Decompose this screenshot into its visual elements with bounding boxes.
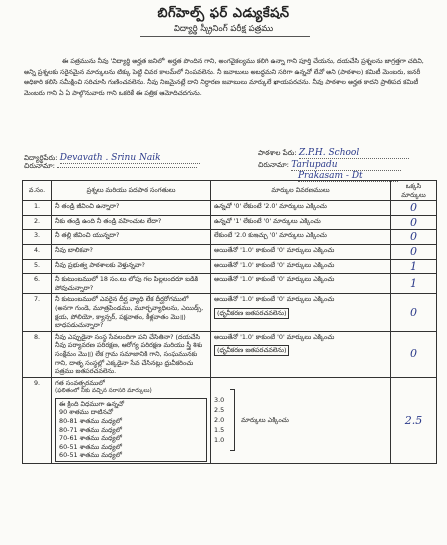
grade-item: 80-71 శాతము మధ్యలో [59,425,122,434]
row-score-cell[interactable] [391,274,437,294]
form-title: బిగ్‌హెల్ప్ ఫర్ ఎడ్యుకేషన్ [157,6,290,21]
student-name-label: విద్యార్థిపేరు: [24,154,58,162]
row-question: నీవు ఎప్పుడైనా సంస్థ సేవలందిగా పని చేసితినా? (దయచేసి నీవు పర్యావరణ పరిరక్షణ, ఆరోగ్య పరిరక్షణ మరియు స్త్రీ శిశు సంక్షేమం మొ॥) లేక గ్రామ సమాజానికి గాని, సంఘమునకు గాని, దాతృ సంస్థల్లో ఎక్కడైనా సేవ చేసినట్లు ధ్రువీకరించు పత్రము జతపరచవలెను. [52,331,211,377]
school-name-row [258,148,409,159]
row-score: 0 [410,201,417,215]
row-marks-desc [211,331,391,377]
row-number: 8. [23,331,52,377]
school-name-field[interactable]: Z.P.H. School [299,148,409,159]
scale-values [214,395,224,445]
row-number: 9. [23,377,52,463]
row-number: 6. [23,274,52,294]
row-question: నీ కుటుంబములో ఎవరైన దీర్ఘ వ్యాధి లేక దీర్ఘరోగములో (అనగా గుండె, మూత్రపిండము, మూర్ఛవ్యాధిలను, ఎయిడ్స్, క్షయ, పోలియో, క్యాన్సర్, పక్షవాతం, కీళ్లవాతం మొ॥) బాధపడుచున్నారా? [52,294,211,331]
row-score-cell[interactable] [391,201,437,216]
row-marks-text: అయితేనో '1.0' కాకుంటే '0' మార్కులు ఎక్కించు [214,295,335,304]
row-number: 4. [23,244,52,259]
row-score: 2.5 [404,413,423,427]
row-score-cell[interactable] [391,215,437,230]
row-score-cell[interactable] [391,377,437,463]
scale-value: 1.5 [214,426,225,435]
row-question: నీకు తండ్రి ఉంది నీ తండ్రి వహించుట లేదా? [52,215,211,230]
table-row [23,377,437,463]
row-marks-desc: అయితేనో '1.0' కాకుంటే '0' మార్కులు ఎక్కించు [211,274,391,294]
col-header-questions: ప్రశ్నలు మరియు పదపాఠ సంగతులు [52,181,211,201]
row-marks-desc: అయితేనో '1.0' కాకుంటే '0' మార్కులు ఎక్కించు [211,259,391,274]
row-number: 2. [23,215,52,230]
grade-item: 80-81 శాతము మధ్యలో [59,417,122,426]
grade-item: 60-51 శాతము మధ్యలో [59,451,122,460]
table-row [23,230,437,245]
scale-brace [230,389,235,451]
table-header-row [23,181,437,201]
grade-item: ఈ క్రింది విధముగా ఉన్నచో [59,399,125,408]
col-header-number: వ.సం. [23,181,52,201]
row-marks-desc [211,294,391,331]
table-row [23,331,437,377]
screening-table [22,180,437,464]
scale-instruction: మార్కులు ఎక్కించు [241,416,289,425]
row-score: 0 [410,215,417,229]
row-question: నీ కుటుంబములో 18 సం.లు లోపు గల పిల్లలందరూ బడికి పోవుచున్నారా? [52,274,211,294]
row-question [52,377,211,463]
row-number: 7. [23,294,52,331]
address-row-right [258,160,401,171]
row-score: 1 [410,276,417,290]
row-score-cell[interactable] [391,331,437,377]
table-row [23,294,437,331]
row-number: 5. [23,259,52,274]
row-score-cell[interactable] [391,244,437,259]
row-number: 3. [23,230,52,245]
row-number: 1. [23,201,52,216]
table-row [23,274,437,294]
grade-item: 60-51 శాతము మధ్యలో [59,442,122,451]
marks-scale [214,389,387,451]
scale-value: 2.0 [214,416,225,425]
school-name-label: పాఠశాల పేరు: [258,149,297,157]
row-marks-desc: ఉన్నచో '0' లేకుంటే '2.0' మార్కులు ఎక్కించు [211,201,391,216]
address-row-left [24,162,197,172]
row-score: 0 [410,244,417,258]
row-question: నీవు బాలికవా? [52,244,211,259]
address-label-left: చిరునామా: [24,162,56,170]
row-marks-desc [211,377,391,463]
table-row [23,244,437,259]
row-question: నీ తల్లి జీవించి యున్నదా? [52,230,211,245]
scale-value: 3.0 [214,396,225,405]
row-marks-text: అయితేనో '1.0' కాకుంటే '0' మార్కులు ఎక్కించు [214,332,335,341]
row-marks-desc: అయితేనో '1.0' కాకుంటే '0' మార్కులు ఎక్కించు [211,244,391,259]
row-score: 1 [410,259,417,273]
row-score-cell[interactable] [391,294,437,331]
grade-list [55,398,207,462]
grade-question-note: (ఫలితంలో నీకు వచ్చిన సరాసరి మార్కులు) [55,388,152,395]
form-subtitle: విద్యార్థి స్క్రీనింగ్ పరీక్ష పత్రము [173,24,274,34]
row-score-cell[interactable] [391,230,437,245]
instructions-paragraph: ఈ పత్రమును నీవు 'విద్యార్థి అర్హత జనిలో' అర్హత పొందిన గాని, అంగవైకల్యము కలిగి ఉన్నా గాని పూర్తి చేయను, దయచేసి ప్రశ్నలను జాగ్రత్తగా చదివి, అన్ని ప్రశ్నలకు సరైనమైన మార్కులను టిక్కు పెట్టి చివర కాలమ్‌లో నింపవలెను. నీ జవాబులు అబద్ధమని సరిగా ఉన్నవో లేవో అని (పాఠశాల) కమిటీ మెంబరు, జనరీ అధికారి కలిసి సమీక్షించి సరిచూసి గుణించవలెను. నీవు నిజమైనట్లే దాని నిర్ధారణ జవాబులు మార్కులే ఖాయపరచను. నీవు పాఠశాల అర్హత కాదని ప్రాతిపద కమిటీ మెంబరు గాని ఏ ఏ పాల్గొనువారు గాని ఒకరికే ఈ పత్రిక ఆమోదిచదగును. [24,57,424,97]
row-marks-note: (ధృవీకరణ జతపరచవలెను) [214,308,289,319]
title-underline [140,36,310,37]
table-row [23,215,437,230]
row-score-cell[interactable] [391,259,437,274]
table-row [23,201,437,216]
row-score: 0 [410,305,417,319]
row-question: నీవు ప్రభుత్వ పాఠశాలకు వెళ్తున్నవా? [52,259,211,274]
row-score: 0 [410,347,417,361]
grade-item: 70-61 శాతము మధ్యలో [59,434,122,443]
grade-question-title: గత సంవత్సరములో [55,378,105,387]
address-line2-field[interactable]: Prakasam - Dt [298,171,398,182]
scale-value: 1.0 [214,436,225,445]
col-header-score: ఒక్కసి మార్కులు [391,181,437,201]
scale-value: 2.5 [214,406,225,415]
table-row [23,259,437,274]
student-name-field[interactable]: Devavath . Srinu Naik [60,153,200,164]
row-marks-desc: ఉన్నచో '1' లేకుంటే '0' మార్కులు ఎక్కించు [211,215,391,230]
col-header-marks-desc: మార్కుల వివరణములు [211,181,391,201]
row-marks-note: (ధృవీకరణ జతపరచవలెను) [214,345,289,356]
address-field-left[interactable] [57,167,197,168]
address-line1-field[interactable]: Tarlupadu [291,160,401,171]
row-score: 0 [410,230,417,244]
address-label-right: చిరునామా: [258,161,290,169]
grade-item: 90 శాతము దాటినచో [59,408,113,417]
row-question: నీ తండ్రి జీవించి ఉన్నారా? [52,201,211,216]
row-marks-desc: లేకుంటే '2.0 కుఇచ్చు '0' మార్కులు ఎక్కించు [211,230,391,245]
